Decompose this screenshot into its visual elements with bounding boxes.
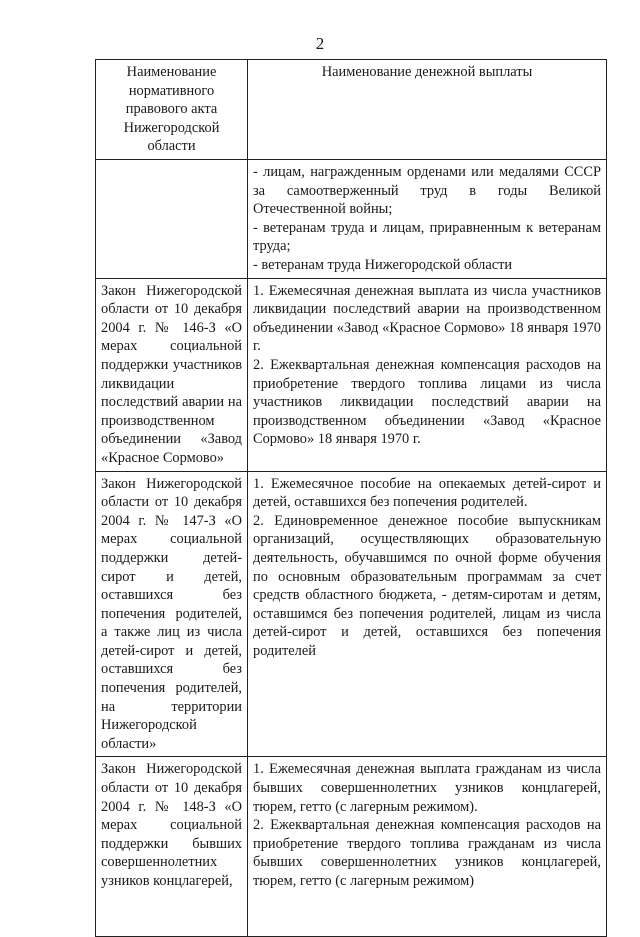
payment-item: - ветеранам труда и лицам, приравненным к ветеранам труда; [253,219,601,255]
payment-cell [248,757,607,937]
payment-item: - лицам, награжденным орденами или медалями СССР за самоотверженный труд в годы Великой Отечественной войны; [253,163,601,218]
table-row [96,278,607,471]
payment-item: 1. Ежемесячная денежная выплата из числа участников ликвидации последствий аварии на производственном объединении «Завод «Красное Сормово» 18 января 1970 г. [253,282,601,355]
payment-item: 2. Ежеквартальная денежная компенсация расходов на приобретение твердого топлива гражданам из числа бывших совершеннолетних узников концлагерей, тюрем, гетто (с лагерным режимом) [253,817,601,889]
act-cell: Закон Нижегородской области от 10 декабря 2004 г. № 146-З «О мерах социальной поддержки участников ликвидации последствий аварии на производственном объединении «Завод «Красное Сормово» [96,278,248,471]
act-cell: Закон Нижегородской области от 10 декабря 2004 г. № 147-З «О мерах социальной поддержки детей-сирот и детей, оставшихся без попечения родителей, а также лиц из числа детей-сирот и детей, оставшихся без попечения родителей, на территории Нижегородской области» [96,471,248,757]
payment-cell [248,159,607,278]
payment-item: 2. Единовременное денежное пособие выпускникам организаций, осуществляющих образовательную деятельность, обучавшимся по очной форме обучения по основным образовательным программам за счет средств областного бюджета, - детям-сиротам и детям, оставшимся без попечения родителей, лицам из числа детей-сирот и детей, оставшихся без попечения родителей [253,512,601,659]
payments-table [95,59,607,937]
payment-cell [248,471,607,757]
payment-item: 1. Ежемесячное пособие на опекаемых детей-сирот и детей, оставшихся без попечения родителей. [253,475,601,511]
table-row [96,159,607,278]
act-cell: Закон Нижегородской области от 10 декабря 2004 г. № 148-З «О мерах социальной поддержки бывших совершеннолетних узников концлагерей, [96,757,248,937]
act-cell [96,159,248,278]
payment-item: - ветеранам труда Нижегородской области [253,256,513,273]
table-row [96,471,607,757]
payment-item: 1. Ежемесячная денежная выплата гражданам из числа бывших совершеннолетних узников концлагерей, тюрем, гетто (с лагерным режимом). [253,761,601,815]
page-number: 2 [315,34,325,53]
table-row [96,757,607,937]
header-act: Наименование нормативного правового акта Нижегородской области [96,60,248,160]
header-payment: Наименование денежной выплаты [248,60,607,160]
payment-cell [248,278,607,471]
payment-item: 2. Ежеквартальная денежная компенсация расходов на приобретение твердого топлива лицами из числа участников ликвидации последствий аварии на производственном объединении «Завод «Красное Сормово» 18 января 1970 г. [253,356,601,448]
table-header-row [96,60,607,160]
